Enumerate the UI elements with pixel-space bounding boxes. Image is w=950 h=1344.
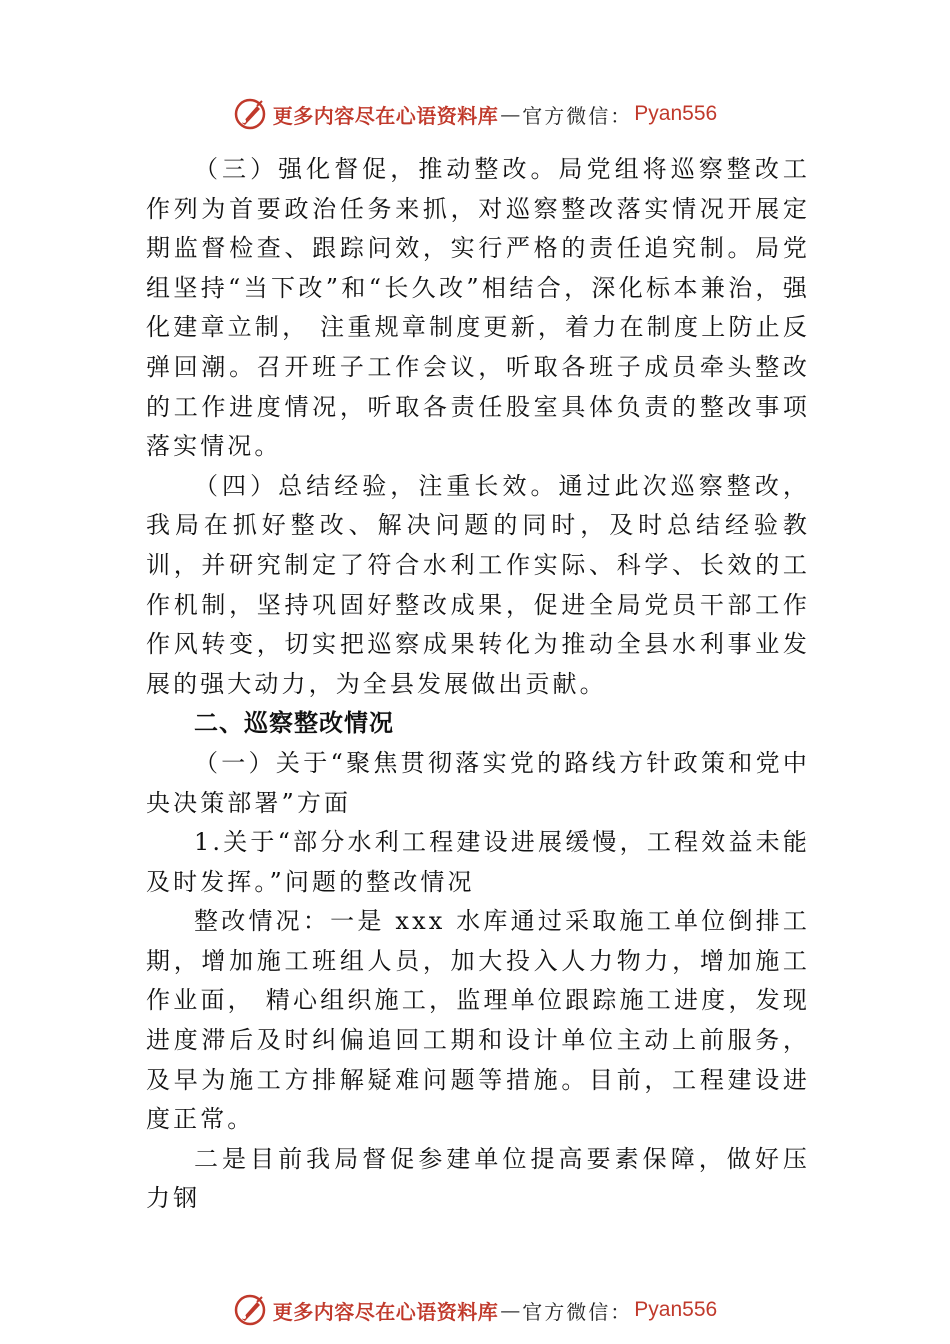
watermark-separator: —: [500, 102, 521, 126]
paragraph-subsection-1: （一）关于“聚焦贯彻落实党的路线方针政策和党中央决策部署”方面: [146, 748, 810, 817]
watermark-wechat-id: Pyan556: [634, 1298, 718, 1321]
watermark-wechat-label: 官方微信：: [522, 103, 633, 128]
section-heading: 二、巡察整改情况: [194, 709, 394, 738]
document-body: [146, 150, 810, 1219]
watermark-wechat-id: Pyan556: [634, 102, 718, 125]
paragraph-summary: （四）总结经验，注重长效。通过此次巡察整改，我局在抓好整改、解决问题的同时，及时总结经验教训，并研究制定了符合水利工作实际、科学、长效的工作机制，坚持巩固好整改成果，促进全局党员干部工作作风转变，切实把巡察成果转化为推动全县水利事业发展的强大动力，为全县发展做出贡献。: [146, 471, 810, 698]
watermark-brand: 更多内容尽在心语资料库: [272, 1299, 499, 1324]
paragraph-rectification-2: 二是目前我局督促参建单位提高要素保障，做好压力钢: [146, 1144, 810, 1213]
watermark-footer: [0, 1290, 950, 1330]
pen-quill-logo-icon: [233, 1293, 267, 1327]
paragraph-rectification-1: 整改情况：一是 xxx 水库通过采取施工单位倒排工期，增加施工班组人员，加大投入人力物力，增加施工作业面， 精心组织施工，监理单位跟踪施工进度，发现进度滞后及时纠偏追回工期和设计单位主动上前服务，及早为施工方排解疑难问题等措施。目前，工程建设进度正常。: [146, 907, 810, 1134]
paragraph-item-1: 1.关于“部分水利工程建设进展缓慢，工程效益未能及时发挥。”问题的整改情况: [146, 828, 810, 896]
paragraph-supervision: （三）强化督促，推动整改。局党组将巡察整改工作列为首要政治任务来抓，对巡察整改落实情况开展定期监督检查、跟踪问效，实行严格的责任追究制。局党组坚持“当下改”和“长久改”相结合，深化标本兼治，强化建章立制， 注重规章制度更新，着力在制度上防止反弹回潮。召开班子工作会议，听取各班子成员牵头整改的工作进度情况，听取各责任股室具体负责的整改事项落实情况。: [146, 155, 810, 461]
watermark-wechat-label: 官方微信：: [522, 1299, 633, 1324]
watermark-brand: 更多内容尽在心语资料库: [272, 103, 499, 128]
watermark-separator: —: [500, 1298, 521, 1322]
pen-quill-logo-icon: [233, 97, 267, 131]
watermark-header: [0, 94, 950, 134]
